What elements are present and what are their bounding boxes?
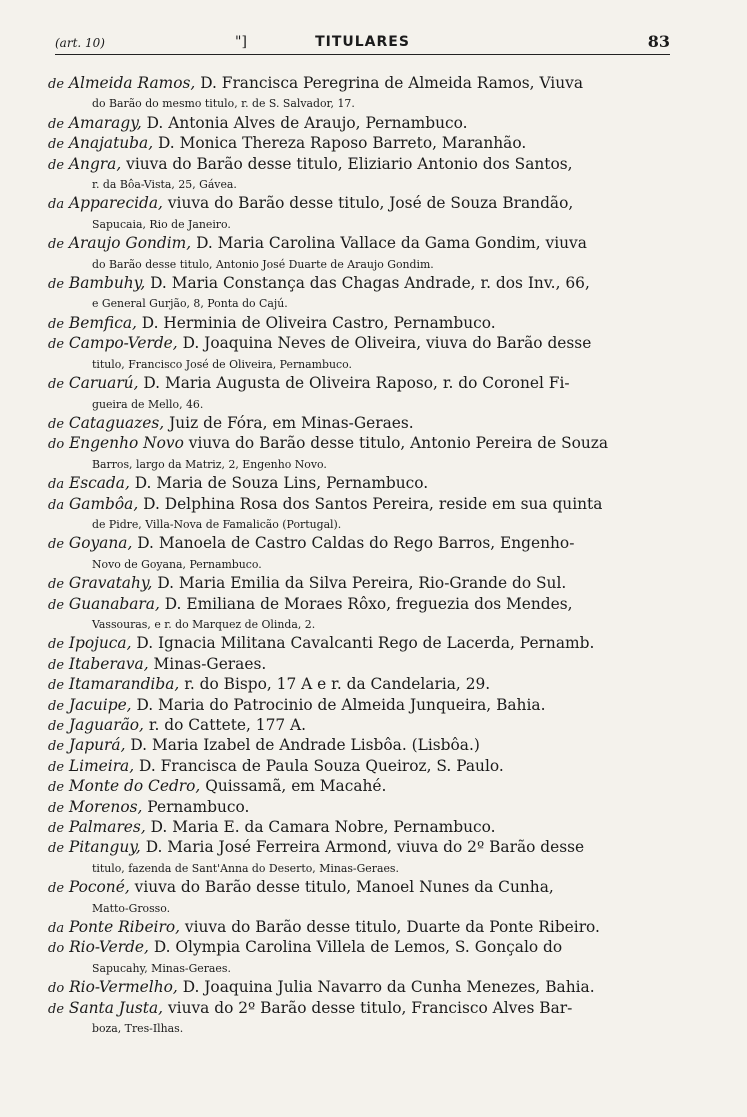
page-header bbox=[55, 30, 670, 55]
entry-continuation-line bbox=[48, 615, 698, 634]
entry-first-line bbox=[48, 314, 698, 334]
section-reference: (art. 10) bbox=[55, 36, 105, 50]
entry-title-name: Jacuipe, bbox=[68, 695, 132, 714]
entry-title-name: Jaguarão, bbox=[68, 716, 144, 734]
entry-text: D. Joaquina Julia Navarro da Cunha Menezes, Bahia. bbox=[182, 978, 595, 997]
list-entry bbox=[48, 155, 698, 195]
list-entry bbox=[48, 274, 698, 314]
entry-text: D. Maria Constança das Chagas Andrade, r. dos Inv., 66, bbox=[150, 274, 590, 293]
list-entry bbox=[48, 757, 698, 777]
list-entry bbox=[48, 114, 698, 134]
entry-first-line bbox=[48, 736, 698, 756]
entry-text: D. Emiliana de Moraes Rôxo, freguezia dos Mendes, bbox=[164, 594, 573, 613]
entry-title-name: Ponte Ribeiro, bbox=[68, 918, 180, 937]
entry-continuation-line bbox=[48, 899, 698, 918]
entry-continuation-line bbox=[48, 555, 698, 574]
entry-first-line bbox=[48, 434, 698, 454]
entry-preposition: de bbox=[48, 337, 65, 353]
entry-preposition: de bbox=[48, 657, 65, 673]
entry-text: r. da Bôa-Vista, 25, Gávea. bbox=[92, 178, 237, 192]
entry-first-line bbox=[48, 374, 698, 394]
list-entry bbox=[48, 414, 698, 434]
entry-first-line bbox=[48, 574, 698, 594]
list-entry bbox=[48, 595, 698, 635]
entry-continuation-line bbox=[48, 959, 698, 978]
entry-text: r. do Cattete, 177 A. bbox=[148, 716, 307, 734]
entry-preposition: de bbox=[48, 637, 65, 653]
entry-preposition: de bbox=[48, 719, 65, 734]
entry-text: Quissamã, em Macahé. bbox=[205, 777, 387, 796]
entry-text: r. do Bispo, 17 A e r. da Candelaria, 29. bbox=[184, 675, 491, 694]
entry-continuation-line bbox=[48, 94, 698, 113]
entry-preposition: de bbox=[48, 416, 65, 432]
entry-first-line bbox=[48, 798, 698, 818]
entry-preposition: de bbox=[48, 821, 65, 837]
entry-text: viuva do 2º Barão desse titulo, Francisco Alves Bar- bbox=[167, 998, 573, 1017]
entry-title-name: Anajatuba, bbox=[68, 134, 154, 153]
entry-title-name: Poconé, bbox=[68, 878, 130, 897]
entry-text: Novo de Goyana, Pernambuco. bbox=[92, 557, 262, 571]
entry-text: D. Maria Carolina Vallace da Gama Gondim, viuva bbox=[196, 234, 587, 253]
entry-preposition: de bbox=[48, 759, 65, 775]
entry-preposition: de bbox=[48, 316, 65, 332]
entry-continuation-line bbox=[48, 294, 698, 313]
list-entry bbox=[48, 134, 698, 154]
entry-preposition: de bbox=[48, 137, 65, 153]
entry-text: D. Ignacia Militana Cavalcanti Rego de Lacerda, Pernamb. bbox=[136, 634, 595, 653]
entry-title-name: Bambuhy, bbox=[68, 274, 146, 293]
entry-preposition: de bbox=[48, 1001, 65, 1017]
entry-continuation-line bbox=[48, 1019, 698, 1038]
entry-first-line bbox=[48, 495, 698, 515]
entry-text: D. Delphina Rosa dos Santos Pereira, reside em sua quinta bbox=[143, 494, 603, 513]
entry-text: e General Gurjão, 8, Ponta do Cajú. bbox=[92, 297, 288, 311]
entry-text: D. Joaquina Neves de Oliveira, viuva do Barão desse bbox=[182, 334, 592, 353]
list-entry bbox=[48, 234, 698, 274]
entry-text: Juiz de Fóra, em Minas-Geraes. bbox=[169, 413, 414, 432]
entry-text: D. Maria do Patrocinio de Almeida Junqueira, Bahia. bbox=[136, 695, 546, 714]
list-entry bbox=[48, 716, 698, 736]
entry-first-line bbox=[48, 194, 698, 214]
entry-title-name: Bemfica, bbox=[68, 313, 137, 332]
entry-preposition: da bbox=[48, 497, 65, 513]
entry-text: Sapucaia, Rio de Janeiro. bbox=[92, 217, 231, 231]
entry-text: D. Maria Emilia da Silva Pereira, Rio-Grande do Sul. bbox=[157, 574, 567, 593]
entry-preposition: de bbox=[48, 678, 65, 694]
entry-first-line bbox=[48, 818, 698, 838]
entry-text: D. Maria de Souza Lins, Pernambuco. bbox=[134, 474, 429, 493]
entry-first-line bbox=[48, 274, 698, 294]
list-entry bbox=[48, 798, 698, 818]
entry-first-line bbox=[48, 716, 698, 736]
entry-continuation-line bbox=[48, 175, 698, 194]
entry-text: viuva do Barão desse titulo, José de Souza Brandão, bbox=[167, 194, 574, 213]
entry-text: do Barão do mesmo titulo, r. de S. Salvador, 17. bbox=[92, 97, 355, 111]
list-entry bbox=[48, 374, 698, 414]
entry-text: viuva do Barão desse titulo, Manoel Nunes da Cunha, bbox=[134, 878, 554, 897]
entry-preposition: de bbox=[48, 577, 65, 593]
entry-first-line bbox=[48, 675, 698, 695]
entry-preposition: de bbox=[48, 739, 65, 755]
entry-text: D. Manoela de Castro Caldas do Rego Barros, Engenho- bbox=[137, 534, 575, 553]
entry-text: do Barão desse titulo, Antonio José Duarte de Araujo Gondim. bbox=[92, 257, 434, 271]
entry-text: viuva do Barão desse titulo, Eliziario Antonio dos Santos, bbox=[126, 154, 573, 173]
entry-title-name: Monte do Cedro, bbox=[68, 777, 201, 796]
entry-first-line bbox=[48, 938, 698, 958]
entry-first-line bbox=[48, 999, 698, 1019]
header-mark: "] bbox=[235, 34, 247, 50]
entry-text: de Pidre, Villa-Nova de Famalicão (Portugal). bbox=[92, 517, 342, 531]
entry-preposition: do bbox=[48, 437, 65, 453]
entry-text: boza, Tres-Ilhas. bbox=[92, 1022, 184, 1036]
entry-text: D. Olympia Carolina Villela de Lemos, S. Gonçalo do bbox=[153, 938, 563, 957]
list-entry bbox=[48, 696, 698, 716]
entry-preposition: de bbox=[48, 800, 65, 816]
entry-continuation-line bbox=[48, 455, 698, 474]
list-entry bbox=[48, 938, 698, 978]
entry-preposition: da bbox=[48, 477, 65, 493]
entry-preposition: do bbox=[48, 981, 65, 997]
entry-title-name: Apparecida, bbox=[68, 194, 163, 213]
entry-text: Matto-Grosso. bbox=[92, 901, 171, 915]
entry-first-line bbox=[48, 334, 698, 354]
list-entry bbox=[48, 74, 698, 114]
list-entry bbox=[48, 314, 698, 334]
entry-first-line bbox=[48, 918, 698, 938]
list-entry bbox=[48, 194, 698, 234]
entry-first-line bbox=[48, 114, 698, 134]
entry-preposition: de bbox=[48, 157, 65, 173]
entry-preposition: de bbox=[48, 780, 65, 796]
entry-title-name: Almeida Ramos, bbox=[68, 74, 196, 92]
entry-title-name: Gambôa, bbox=[68, 494, 139, 513]
list-entry bbox=[48, 675, 698, 695]
list-entry bbox=[48, 474, 698, 494]
entry-preposition: de bbox=[48, 377, 65, 393]
entry-title-name: Itaberava, bbox=[68, 654, 149, 673]
entry-text: D. Francisca Peregrina de Almeida Ramos, Viuva bbox=[200, 74, 584, 92]
list-entry bbox=[48, 918, 698, 938]
entry-first-line bbox=[48, 134, 698, 154]
entry-title-name: Limeira, bbox=[68, 756, 135, 775]
entry-preposition: de bbox=[48, 77, 65, 92]
list-entry bbox=[48, 818, 698, 838]
entry-text: D. Maria Izabel de Andrade Lisbôa. (Lisbôa.) bbox=[130, 736, 480, 755]
entry-continuation-line bbox=[48, 215, 698, 234]
list-entry bbox=[48, 574, 698, 594]
entry-first-line bbox=[48, 74, 698, 94]
list-entry bbox=[48, 878, 698, 918]
entry-continuation-line bbox=[48, 395, 698, 414]
entry-preposition: de bbox=[48, 237, 65, 253]
entry-title-name: Palmares, bbox=[68, 818, 146, 837]
list-entry bbox=[48, 334, 698, 374]
entry-text: Pernambuco. bbox=[147, 797, 250, 816]
entry-first-line bbox=[48, 155, 698, 175]
entry-title-name: Caruarú, bbox=[68, 374, 139, 393]
entry-preposition: de bbox=[48, 881, 65, 897]
entry-preposition: da bbox=[48, 197, 65, 213]
entry-text: Minas-Geraes. bbox=[153, 654, 267, 673]
entry-text: viuva do Barão desse titulo, Duarte da Ponte Ribeiro. bbox=[184, 918, 600, 937]
entry-title-name: Itamarandiba, bbox=[68, 675, 180, 694]
entry-text: gueira de Mello, 46. bbox=[92, 397, 204, 411]
entry-text: Sapucahy, Minas-Geraes. bbox=[92, 961, 231, 975]
entry-text: D. Maria Augusta de Oliveira Raposo, r. do Coronel Fi- bbox=[143, 374, 570, 393]
entry-title-name: Rio-Vermelho, bbox=[69, 978, 178, 997]
entry-title-name: Araujo Gondim, bbox=[68, 234, 192, 253]
entry-first-line bbox=[48, 595, 698, 615]
entry-title-name: Ipojuca, bbox=[68, 634, 132, 653]
list-entry bbox=[48, 655, 698, 675]
entry-title-name: Japurá, bbox=[68, 736, 126, 755]
entry-first-line bbox=[48, 878, 698, 898]
entry-preposition: da bbox=[48, 921, 65, 937]
entry-title-name: Escada, bbox=[68, 474, 130, 493]
entry-title-name: Goyana, bbox=[68, 534, 133, 553]
entry-preposition: de bbox=[48, 537, 65, 553]
entry-preposition: de bbox=[48, 841, 65, 857]
entry-preposition: de bbox=[48, 597, 65, 613]
entry-text: D. Antonia Alves de Araujo, Pernambuco. bbox=[146, 113, 468, 132]
entry-first-line bbox=[48, 655, 698, 675]
entry-preposition: de bbox=[48, 277, 65, 293]
entry-continuation-line bbox=[48, 515, 698, 534]
entry-first-line bbox=[48, 234, 698, 254]
entry-title-name: Rio-Verde, bbox=[69, 938, 149, 957]
entry-text: titulo, fazenda de Sant'Anna do Deserto, Minas-Geraes. bbox=[92, 861, 399, 875]
entry-first-line bbox=[48, 757, 698, 777]
entry-continuation-line bbox=[48, 859, 698, 878]
entry-text: viuva do Barão desse titulo, Antonio Pereira de Souza bbox=[188, 434, 609, 453]
list-entry bbox=[48, 999, 698, 1039]
entry-first-line bbox=[48, 838, 698, 858]
list-entry bbox=[48, 634, 698, 654]
page-number: 83 bbox=[647, 32, 670, 51]
entry-text: Vassouras, e r. do Marquez de Olinda, 2. bbox=[92, 617, 316, 631]
entry-preposition: de bbox=[48, 698, 65, 714]
page-title: TITULARES bbox=[315, 34, 410, 50]
entry-text: Barros, largo da Matriz, 2, Engenho Novo. bbox=[92, 457, 327, 471]
entry-title-name: Pitanguy, bbox=[68, 838, 141, 857]
entry-text: D. Maria E. da Camara Nobre, Pernambuco. bbox=[150, 818, 496, 837]
entry-title-name: Morenos, bbox=[68, 797, 143, 816]
entry-title-name: Engenho Novo bbox=[69, 434, 184, 453]
entry-text: D. Monica Thereza Raposo Barreto, Maranhão. bbox=[158, 134, 527, 153]
list-entry bbox=[48, 777, 698, 797]
entry-continuation-line bbox=[48, 355, 698, 374]
list-entry bbox=[48, 495, 698, 535]
entry-first-line bbox=[48, 474, 698, 494]
entry-first-line bbox=[48, 634, 698, 654]
entry-title-name: Cataguazes, bbox=[68, 413, 165, 432]
entry-text: titulo, Francisco José de Oliveira, Pernambuco. bbox=[92, 357, 352, 371]
entry-title-name: Guanabara, bbox=[68, 594, 160, 613]
entry-text: D. Francisca de Paula Souza Queiroz, S. Paulo. bbox=[139, 756, 504, 775]
list-entry bbox=[48, 534, 698, 574]
entry-first-line bbox=[48, 414, 698, 434]
entry-preposition: de bbox=[48, 116, 65, 132]
entry-text: D. Maria José Ferreira Armond, viuva do 2º Barão desse bbox=[145, 838, 585, 857]
list-entry bbox=[48, 978, 698, 998]
titulares-list bbox=[48, 74, 698, 1039]
entry-first-line bbox=[48, 777, 698, 797]
entry-first-line bbox=[48, 978, 698, 998]
list-entry bbox=[48, 736, 698, 756]
entry-first-line bbox=[48, 696, 698, 716]
entry-title-name: Gravatahy, bbox=[68, 574, 153, 593]
list-entry bbox=[48, 434, 698, 474]
entry-title-name: Campo-Verde, bbox=[68, 334, 178, 353]
entry-first-line bbox=[48, 534, 698, 554]
entry-title-name: Santa Justa, bbox=[68, 998, 164, 1017]
entry-title-name: Amaragy, bbox=[68, 113, 142, 132]
entry-text: D. Herminia de Oliveira Castro, Pernambuco. bbox=[141, 313, 496, 332]
list-entry bbox=[48, 838, 698, 878]
entry-continuation-line bbox=[48, 255, 698, 274]
entry-preposition: do bbox=[48, 941, 65, 957]
entry-title-name: Angra, bbox=[68, 154, 122, 173]
